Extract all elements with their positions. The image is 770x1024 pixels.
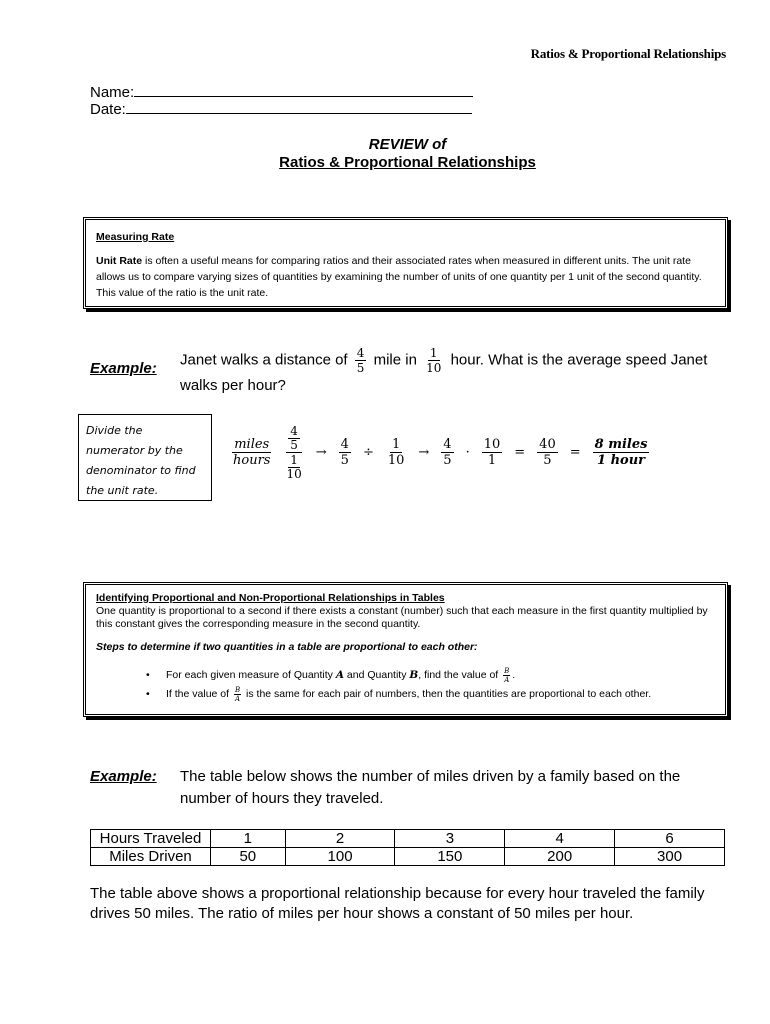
row-header: Hours Traveled bbox=[91, 830, 211, 848]
step1-text-c: , find the value of bbox=[418, 669, 502, 681]
result-den: 1 hour bbox=[597, 452, 646, 468]
complex-den bbox=[284, 453, 303, 481]
table-cell: 300 bbox=[615, 848, 725, 866]
example-2-text: The table below shows the number of miles driven by a family based on the number of hours they traveled. bbox=[180, 768, 681, 807]
num: 10 bbox=[483, 436, 501, 452]
proportional-relationships-box bbox=[83, 582, 728, 717]
frac-4-5-b bbox=[441, 437, 453, 468]
num-1: 1 bbox=[290, 452, 298, 467]
steps-heading: Steps to determine if two quantities in a table are proportional to each other: bbox=[96, 641, 478, 653]
frac-num: 4 bbox=[356, 346, 365, 360]
name-label: Name: bbox=[90, 84, 135, 101]
b-over-a-fraction bbox=[234, 686, 241, 703]
example-2-label: Example: bbox=[90, 768, 157, 785]
frac-b: B bbox=[504, 666, 510, 675]
page-header: Ratios & Proportional Relationships bbox=[530, 46, 726, 61]
frac-b: B bbox=[234, 685, 241, 694]
b-over-a-fraction bbox=[503, 667, 510, 684]
frac-den: 5 bbox=[356, 361, 365, 375]
row-header: Miles Driven bbox=[91, 848, 211, 866]
frac-den: 10 bbox=[426, 361, 442, 375]
frac-1-10 bbox=[386, 437, 407, 468]
title-line-2: Ratios & Proportional Relationships bbox=[279, 154, 536, 171]
complex-fraction bbox=[284, 424, 303, 481]
table-cell: 200 bbox=[505, 848, 615, 866]
den: 5 bbox=[543, 452, 552, 468]
table-cell: 1 bbox=[211, 830, 286, 848]
complex-num bbox=[286, 424, 302, 453]
table-cell: 4 bbox=[505, 830, 615, 848]
num-4: 4 bbox=[290, 423, 298, 438]
equals-1: = bbox=[514, 444, 526, 460]
proportional-heading: Identifying Proportional and Non-Proportional Relationships in Tables bbox=[96, 592, 445, 604]
steps-list bbox=[96, 666, 715, 704]
step2-text-a: If the value of bbox=[166, 688, 232, 700]
date-blank[interactable] bbox=[126, 100, 472, 114]
example-1-question bbox=[180, 346, 720, 397]
den-5: 5 bbox=[290, 437, 298, 452]
num: 4 bbox=[340, 436, 349, 452]
table-cell: 6 bbox=[615, 830, 725, 848]
step-1 bbox=[166, 666, 715, 685]
result-num: 8 miles bbox=[594, 436, 648, 452]
multiply-dot: · bbox=[465, 444, 470, 460]
result-fraction bbox=[593, 437, 650, 468]
table-cell: 50 bbox=[211, 848, 286, 866]
equals-2: = bbox=[569, 444, 581, 460]
date-label: Date: bbox=[90, 101, 126, 118]
frac-40-5 bbox=[537, 437, 558, 468]
hint-note-box: Divide the numerator by the denominator to find the unit rate. bbox=[78, 414, 212, 501]
frac-num: 1 bbox=[429, 346, 438, 360]
table-cell: 2 bbox=[285, 830, 395, 848]
table-cell: 100 bbox=[285, 848, 395, 866]
num: 1 bbox=[391, 436, 401, 452]
den: 5 bbox=[443, 452, 452, 468]
den: 1 bbox=[487, 452, 497, 468]
den: 10 bbox=[387, 452, 405, 468]
fraction-one-tenth bbox=[424, 346, 443, 375]
table-cell: 150 bbox=[395, 848, 505, 866]
unit-rate-calculation bbox=[225, 418, 655, 486]
step1-period: . bbox=[512, 669, 516, 681]
example-1-label: Example: bbox=[90, 360, 157, 377]
frac-4-5 bbox=[339, 437, 351, 468]
measuring-rate-heading: Measuring Rate bbox=[96, 231, 175, 243]
var-b: B bbox=[409, 669, 419, 681]
question-text-c: hour. What is the average speed Janet walks per hour? bbox=[180, 351, 708, 394]
table-cell: 3 bbox=[395, 830, 505, 848]
date-field[interactable] bbox=[90, 100, 472, 118]
measuring-rate-text: is often a useful means for comparing ratios and their associated rates when measured in different units. The unit rate allows us to compare varying sizes of quantities by examining the number of units of one quantity per 1 unit of the second quantity. This value of the ratio is the unit rate. bbox=[96, 255, 702, 299]
num: 4 bbox=[443, 436, 452, 452]
fraction-four-fifths bbox=[355, 346, 367, 375]
question-text-b: mile in bbox=[373, 351, 417, 369]
conclusion-text: The table above shows a proportional relationship because for every hour traveled the family drives 50 miles. The ratio of miles per hour shows a constant of 50 miles per hour. bbox=[90, 885, 705, 922]
divide-sign: ÷ bbox=[362, 444, 374, 460]
measuring-rate-body bbox=[96, 253, 715, 301]
miles-per-hours-fraction bbox=[231, 437, 272, 468]
step2-text-b: is the same for each pair of numbers, then the quantities are proportional to each other. bbox=[243, 688, 652, 700]
arrow-1: → bbox=[315, 444, 327, 460]
hours-text: hours bbox=[233, 452, 271, 468]
step1-text-a: For each given measure of Quantity bbox=[166, 669, 336, 681]
table-row bbox=[91, 830, 725, 848]
unit-rate-term: Unit Rate bbox=[96, 255, 143, 267]
den-10: 10 bbox=[286, 466, 302, 481]
title-line-1: REVIEW of bbox=[368, 136, 447, 153]
num: 40 bbox=[539, 436, 556, 452]
den: 5 bbox=[340, 452, 349, 468]
hours-miles-table bbox=[90, 829, 725, 866]
frac-a: A bbox=[235, 694, 241, 703]
frac-a: A bbox=[504, 675, 510, 684]
miles-text: miles bbox=[234, 436, 270, 452]
frac-10-1 bbox=[482, 437, 503, 468]
measuring-rate-box bbox=[83, 217, 728, 309]
step-2 bbox=[166, 685, 715, 704]
var-a: A bbox=[335, 669, 344, 681]
arrow-2: → bbox=[418, 444, 430, 460]
step1-text-b: and Quantity bbox=[344, 669, 410, 681]
proportional-body: One quantity is proportional to a second if there exists a constant (number) such that each measure in the first quantity multiplied by this constant gives the corresponding measure in the second quantity. bbox=[96, 605, 708, 630]
name-field[interactable] bbox=[90, 83, 473, 101]
table-row bbox=[91, 848, 725, 866]
question-text-a: Janet walks a distance of bbox=[180, 351, 348, 369]
name-blank[interactable] bbox=[134, 83, 473, 97]
